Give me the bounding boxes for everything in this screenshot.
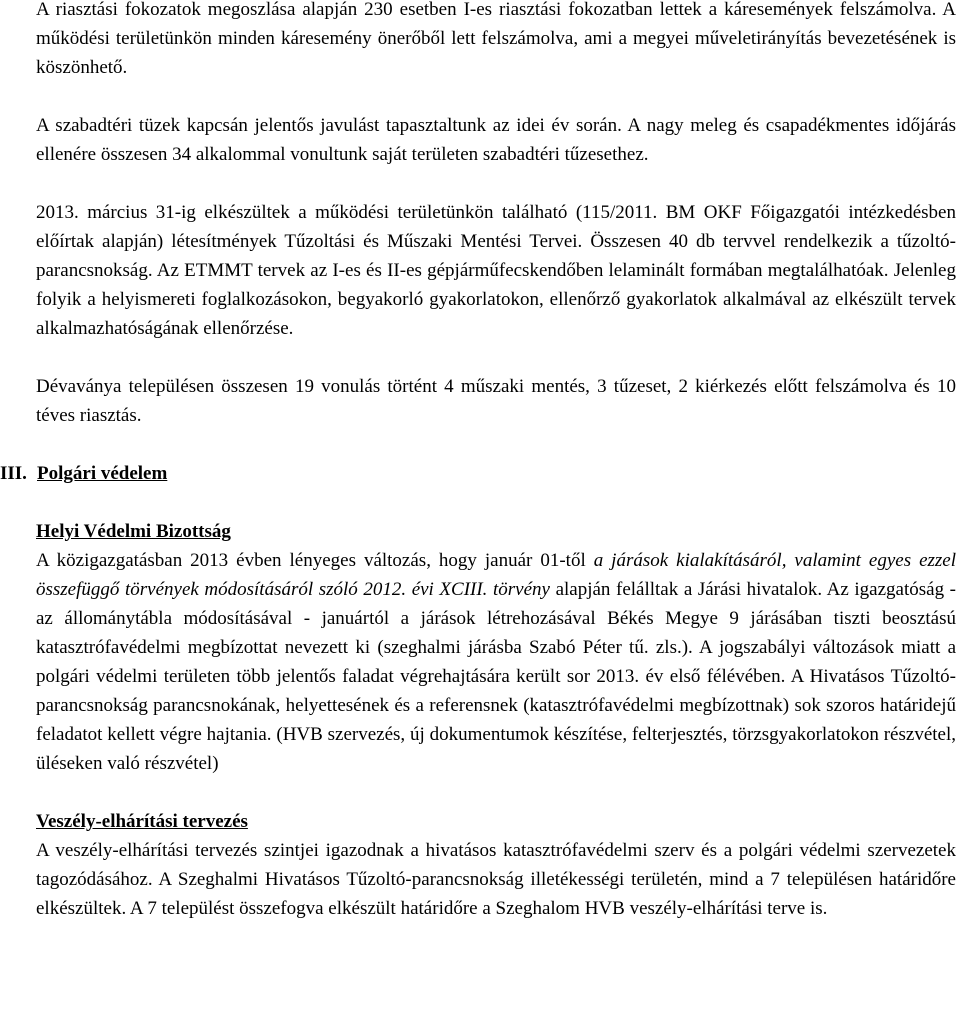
subheading-helyi-vedelmi-bizottsag: Helyi Védelmi Bizottság	[36, 521, 231, 542]
section-title: Polgári védelem	[37, 463, 168, 484]
hvb-text-before: A közigazgatásban 2013 évben lényeges változás, hogy január 01-től	[36, 550, 594, 571]
paragraph-tervek: 2013. március 31-ig elkészültek a működési területünkön található (115/2011. BM OKF Főigazgatói intézkedésben előírtak alapján) létesítmények Tűzoltási és Műszaki Mentési Tervei. Összesen 40 db tervvel rendelkezik a tűzoltó-parancsnokság. Az ETMMT tervek az I-es és II-es gépjárműfecskendőben lelaminált formában megtalálhatóak. Jelenleg folyik a helyismereti foglalkozásokon, begyakorló gyakorlatokon, ellenőrző gyakorlatok alkalmával az elkészült tervek alkalmazhatóságának ellenőrzése.	[36, 202, 956, 339]
section-number: III.	[0, 463, 27, 484]
paragraph-veszely-elharitas: A veszély-elhárítási tervezés szintjei igazodnak a hivatásos katasztrófavédelmi szerv és a polgári védelmi szervezetek tagozódásához. A Szeghalmi Hivatásos Tűzoltó-parancsnokság illetékességi területén, mind a 7 településen határidőre elkészültek. A 7 települést összefogva elkészült határidőre a Szeghalom HVB veszély-elhárítási terve is.	[36, 840, 956, 919]
hvb-law-reference: a járások kialakításáról, valamint egyes ezzel összefüggő törvények módosításáról szóló 2012. évi XCIII. törvény	[36, 550, 956, 600]
subheading-veszely-elharitasi-tervezes: Veszély-elhárítási tervezés	[36, 811, 248, 832]
paragraph-szabadteri-tuzek: A szabadtéri tüzek kapcsán jelentős javulást tapasztaltunk az idei év során. A nagy meleg és csapadékmentes időjárás ellenére összesen 34 alkalommal vonultunk saját területen szabadtéri tűzesethez.	[36, 115, 956, 165]
hvb-text-after: alapján felálltak a Járási hivatalok. Az igazgatóság - az állománytábla módosításával - januártól a járások létrehozásával Békés Megye 9 járásában tiszti beosztású katasztrófavédelmi megbízottat nevezett ki (szeghalmi járásba Szabó Péter tű. zls.). A jogszabályi változások miatt a polgári védelmi területen több jelentős faladat végrehajtására került sor 2013. év első félévében. A Hivatásos Tűzoltó-parancsnokság parancsnokának, helyettesének és a referensnek (katasztrófavédelmi megbízottnak) sok szoros határidejű feladatot kellett végre hajtania. (HVB szervezés, új dokumentumok készítése, felterjesztés, törzsgyakorlatokon részvétel, üléseken való részvétel)	[36, 579, 956, 774]
section-heading	[0, 459, 956, 488]
paragraph-devavanya: Dévaványa településen összesen 19 vonulás történt 4 műszaki mentés, 3 tűzeset, 2 kiérkezés előtt felszámolva és 10 téves riasztás.	[36, 376, 956, 426]
paragraph-hvb	[36, 546, 956, 778]
paragraph-riasztasi-fokozatok: A riasztási fokozatok megoszlása alapján 230 esetben I-es riasztási fokozatban lettek a káresemények felszámolva. A működési területünkön minden káresemény önerőből lett felszámolva, ami a megyei műveletirányítás bevezetésének is köszönhető.	[36, 0, 956, 78]
